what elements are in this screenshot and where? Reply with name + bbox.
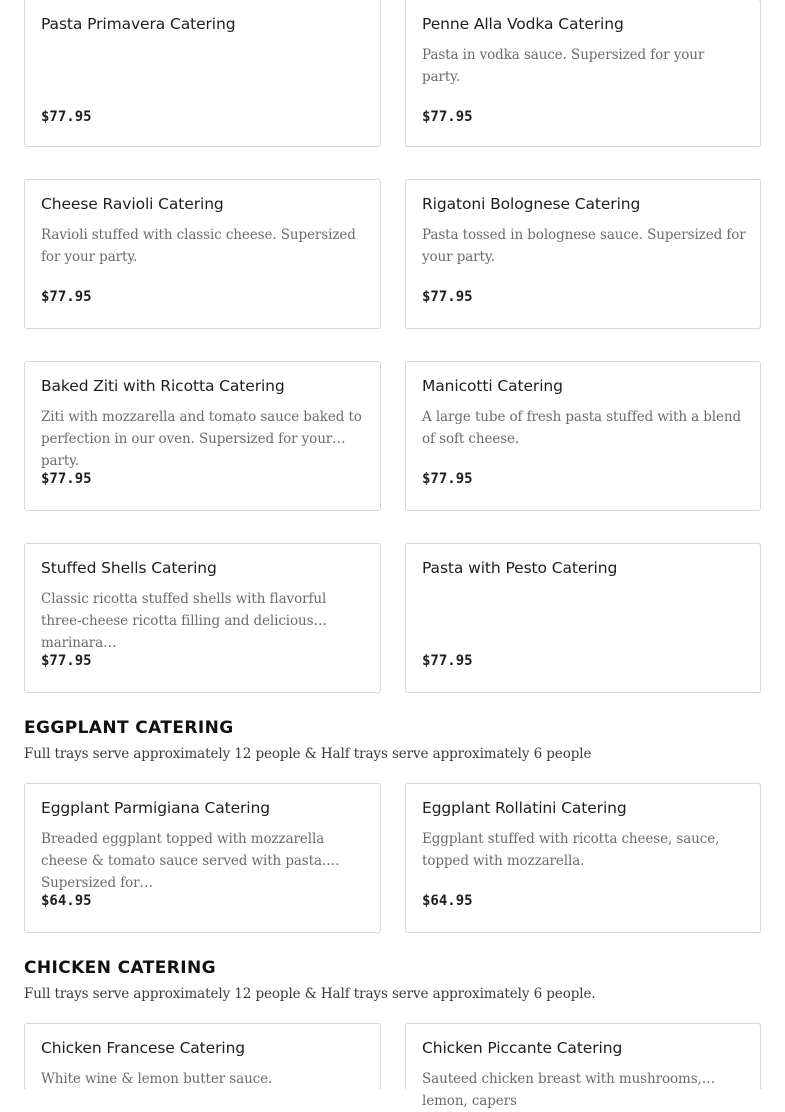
item-description: Classic ricotta stuffed shells with flavorful three-cheese ricotta filling and delicious marinara… xyxy=(41,591,327,651)
item-name: Pasta Primavera Catering xyxy=(41,15,236,33)
item-price: $77.95 xyxy=(41,471,92,487)
section-title-chicken: CHICKEN CATERING xyxy=(24,958,216,978)
item-description: Breaded eggplant topped with mozzarella cheese & tomato sauce served with pasta. Supersized for… xyxy=(41,831,327,891)
item-description: Ravioli stuffed with classic cheese. Supersized for your party. xyxy=(41,227,356,265)
item-description: Pasta in vodka sauce. Supersized for your party. xyxy=(422,47,705,85)
menu-item-card[interactable] xyxy=(405,361,761,511)
item-price: $77.95 xyxy=(422,289,473,305)
item-price: $64.95 xyxy=(41,893,92,909)
item-name: Stuffed Shells Catering xyxy=(41,559,217,577)
menu-item-card[interactable] xyxy=(405,1023,761,1109)
item-price: $77.95 xyxy=(41,289,92,305)
menu-item-card[interactable] xyxy=(24,1023,381,1089)
item-name: Eggplant Rollatini Catering xyxy=(422,799,627,817)
item-description: Sauteed chicken breast with mushrooms, lemon, capers xyxy=(422,1071,702,1109)
menu-item-card[interactable] xyxy=(24,179,381,329)
item-description: Ziti with mozzarella and tomato sauce baked to perfection in our oven. Supersized for your party. xyxy=(41,409,362,469)
item-name: Chicken Francese Catering xyxy=(41,1039,246,1057)
section-note-eggplant: Full trays serve approximately 12 people & Half trays serve approximately 6 people xyxy=(24,746,592,762)
menu-item-card[interactable] xyxy=(405,179,761,329)
menu-item-card[interactable] xyxy=(24,783,381,933)
section-note-chicken: Full trays serve approximately 12 people & Half trays serve approximately 6 people. xyxy=(24,986,596,1002)
item-name: Manicotti Catering xyxy=(422,377,563,395)
menu-item-card[interactable] xyxy=(405,783,761,933)
item-description: White wine & lemon butter sauce. xyxy=(41,1071,273,1087)
item-price: $77.95 xyxy=(41,109,92,125)
item-price: $77.95 xyxy=(422,109,473,125)
menu-item-card[interactable] xyxy=(405,0,761,147)
menu-item-card[interactable] xyxy=(24,0,381,147)
item-description: Eggplant stuffed with ricotta cheese, sauce, topped with mozzarella. xyxy=(422,831,720,869)
item-name: Pasta with Pesto Catering xyxy=(422,559,618,577)
menu-item-card[interactable] xyxy=(405,543,761,693)
item-description: A large tube of fresh pasta stuffed with a blend of soft cheese. xyxy=(422,409,742,447)
item-price: $77.95 xyxy=(422,471,473,487)
item-name: Cheese Ravioli Catering xyxy=(41,195,224,213)
item-price: $77.95 xyxy=(41,653,92,669)
menu-item-card[interactable] xyxy=(24,361,381,511)
item-name: Chicken Piccante Catering xyxy=(422,1039,623,1057)
item-name: Rigatoni Bolognese Catering xyxy=(422,195,641,213)
item-name: Penne Alla Vodka Catering xyxy=(422,15,624,33)
item-name: Eggplant Parmigiana Catering xyxy=(41,799,270,817)
section-title-eggplant: EGGPLANT CATERING xyxy=(24,718,234,738)
item-name: Baked Ziti with Ricotta Catering xyxy=(41,377,285,395)
item-price: $64.95 xyxy=(422,893,473,909)
item-price: $77.95 xyxy=(422,653,473,669)
item-description: Pasta tossed in bolognese sauce. Supersized for your party. xyxy=(422,227,746,265)
menu-item-card[interactable] xyxy=(24,543,381,693)
